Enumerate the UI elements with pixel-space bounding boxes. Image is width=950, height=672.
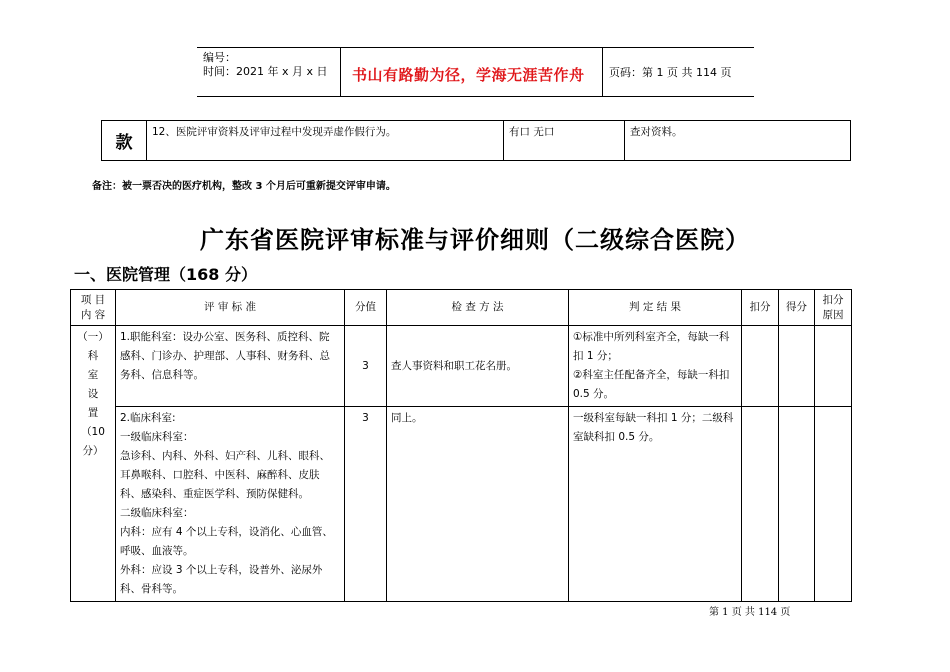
header-method: 检 查 方 法 bbox=[387, 290, 569, 326]
standard-cell: 1.职能科室：设办公室、医务科、质控科、院感科、门诊办、护理部、人事科、财务科、总务科、信息科等。 bbox=[116, 326, 345, 407]
deduct-cell bbox=[742, 326, 779, 407]
standard-cell: 2.临床科室: 一级临床科室： 急诊科、内科、外科、妇产科、儿科、眼科、耳鼻喉科、口腔科、中医科、麻醉科、皮肤科、感染科、重症医学科、预防保健科。 二级临床科室： 内科：应有 4 个以上专科，设消化、心血管、呼吸、血液等。 外科：应设 3 个以上专科，设普外、泌尿外科、骨科等。 bbox=[116, 407, 345, 602]
motto-text: 书山有路勤为径，学海无涯苦作舟 bbox=[352, 66, 585, 84]
header-deduct: 扣分 bbox=[742, 290, 779, 326]
got-cell bbox=[779, 326, 815, 407]
header-divider-right bbox=[602, 47, 603, 97]
page-footer: 第 1 页 共 114 页 bbox=[709, 607, 791, 618]
header-top-rule bbox=[197, 47, 754, 48]
item-content-cell: （一） 科 室 设 置 （10 分） bbox=[71, 326, 116, 602]
header-bottom-rule bbox=[197, 96, 754, 97]
header-score: 分值 bbox=[345, 290, 387, 326]
reason-cell bbox=[815, 326, 852, 407]
page-label: 页码：第 1 页 共 114 页 bbox=[609, 66, 732, 79]
result-cell: ①标准中所列科室齐全，每缺一科扣 1 分； ②科室主任配备齐全，每缺一科扣 0.5 分。 bbox=[569, 326, 742, 407]
result-cell: 一级科室每缺一科扣 1 分；二级科室缺科扣 0.5 分。 bbox=[569, 407, 742, 602]
header-got: 得分 bbox=[779, 290, 815, 326]
header-divider-left bbox=[340, 47, 341, 97]
method-cell: 查人事资料和职工花名册。 bbox=[387, 326, 569, 407]
method-cell: 同上。 bbox=[387, 407, 569, 602]
clause-method-cell: 查对资料。 bbox=[625, 121, 851, 161]
clause-row bbox=[102, 121, 851, 161]
section-title: 一、医院管理（168 分） bbox=[74, 265, 257, 284]
table-row bbox=[71, 407, 852, 602]
got-cell bbox=[779, 407, 815, 602]
header-item: 项 目 内 容 bbox=[71, 290, 116, 326]
clause-kuan-cell: 款 bbox=[102, 121, 147, 161]
score-cell: 3 bbox=[345, 326, 387, 407]
header-reason: 扣分 原因 bbox=[815, 290, 852, 326]
header-result: 判 定 结 果 bbox=[569, 290, 742, 326]
serial-label: 编号： bbox=[203, 51, 236, 64]
deduct-cell bbox=[742, 407, 779, 602]
reason-cell bbox=[815, 407, 852, 602]
table-header-row bbox=[71, 290, 852, 326]
clause-table bbox=[101, 120, 851, 161]
evaluation-table bbox=[70, 289, 852, 602]
remark-note: 备注：被一票否决的医疗机构，整改 3 个月后可重新提交评审申请。 bbox=[92, 181, 396, 192]
document-title: 广东省医院评审标准与评价细则（二级综合医院） bbox=[200, 225, 750, 254]
header-standard: 评 审 标 准 bbox=[116, 290, 345, 326]
table-row bbox=[71, 326, 852, 407]
clause-text-cell: 12、医院评审资料及评审过程中发现弄虚作假行为。 bbox=[147, 121, 504, 161]
time-label: 时间：2021 年 x 月 x 日 bbox=[203, 65, 328, 78]
score-cell: 3 bbox=[345, 407, 387, 602]
clause-have-none-cell: 有口 无口 bbox=[504, 121, 625, 161]
